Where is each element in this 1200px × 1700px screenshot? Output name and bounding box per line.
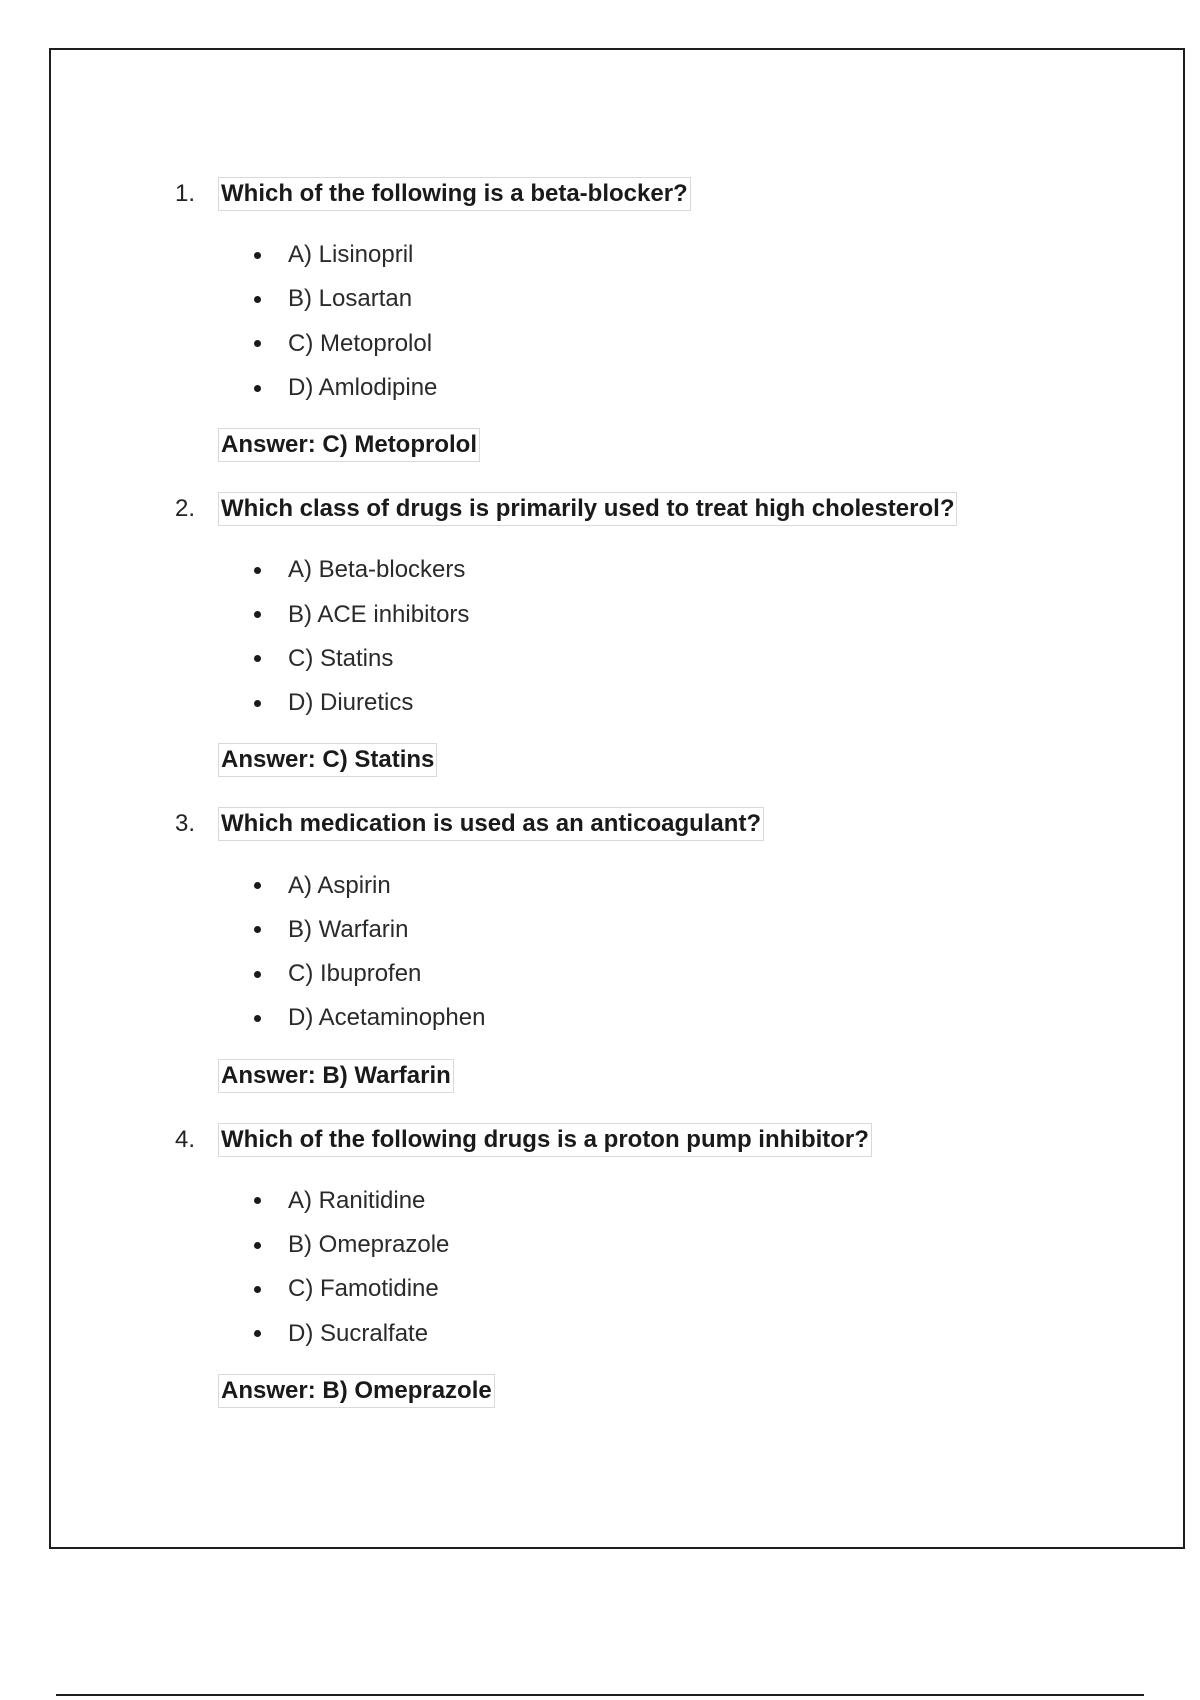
option-item [175,548,1125,592]
bullet-icon [254,1286,261,1293]
answer-row [218,1057,1125,1095]
option-list [175,1179,1125,1356]
option-label: C) Ibuprofen [288,960,422,988]
bullet-icon [254,700,261,707]
option-label: D) Acetaminophen [288,1004,486,1032]
question-header [175,490,1125,528]
bullet-icon [254,252,261,259]
bullet-icon [254,882,261,889]
option-label: B) ACE inhibitors [288,600,470,628]
bullet-icon [254,385,261,392]
answer-text: Answer: C) Statins [218,743,437,777]
answer-row [218,741,1125,779]
bullet-icon [254,926,261,933]
option-label: C) Statins [288,644,394,672]
option-item [175,637,1125,681]
question-number: 3. [175,810,196,838]
question-text: Which of the following is a beta-blocker? [218,177,691,211]
option-label: D) Amlodipine [288,374,438,402]
option-item [175,322,1125,366]
question-text: Which medication is used as an anticoagulant? [218,807,764,841]
bullet-icon [254,1015,261,1022]
option-item [175,1267,1125,1311]
option-item [175,366,1125,410]
question-item [175,175,1125,464]
question-header [175,805,1125,843]
question-text: Which class of drugs is primarily used to treat high cholesterol? [218,492,957,526]
option-label: A) Aspirin [288,871,391,899]
answer-row [218,1372,1125,1410]
option-label: C) Famotidine [288,1275,439,1303]
question-item [175,490,1125,779]
option-list [175,233,1125,410]
bullet-icon [254,971,261,978]
bullet-icon [254,1197,261,1204]
option-item [175,681,1125,725]
bullet-icon [254,340,261,347]
bullet-icon [254,655,261,662]
bullet-icon [254,567,261,574]
answer-text: Answer: B) Warfarin [218,1059,454,1093]
answer-text: Answer: B) Omeprazole [218,1374,495,1408]
question-item [175,1121,1125,1410]
question-text: Which of the following drugs is a proton pump inhibitor? [218,1123,872,1157]
option-item [175,908,1125,952]
option-item [175,1223,1125,1267]
option-label: D) Diuretics [288,689,414,717]
question-list [175,175,1125,1410]
question-header [175,175,1125,213]
option-item [175,1311,1125,1355]
option-item [175,1179,1125,1223]
question-number: 2. [175,495,196,523]
question-number: 4. [175,1125,196,1153]
option-item [175,592,1125,636]
question-number: 1. [175,180,196,207]
question-header [175,1121,1125,1159]
bullet-icon [254,1330,261,1337]
option-item [175,277,1125,321]
question-item [175,805,1125,1094]
option-item [175,233,1125,277]
option-item [175,996,1125,1040]
option-label: C) Metoprolol [288,329,433,357]
option-label: A) Ranitidine [288,1186,426,1214]
bullet-icon [254,1242,261,1249]
answer-text: Answer: C) Metoprolol [218,428,480,462]
option-label: A) Beta-blockers [288,556,466,584]
option-item [175,952,1125,996]
option-label: B) Warfarin [288,915,409,943]
option-label: B) Omeprazole [288,1231,450,1258]
footer-divider [56,1694,1144,1696]
option-label: B) Losartan [288,285,413,313]
option-label: D) Sucralfate [288,1319,429,1347]
option-list [175,548,1125,725]
option-item [175,863,1125,907]
option-label: A) Lisinopril [288,241,414,269]
option-list [175,863,1125,1040]
answer-row [218,426,1125,464]
bullet-icon [254,611,261,618]
bullet-icon [254,296,261,303]
